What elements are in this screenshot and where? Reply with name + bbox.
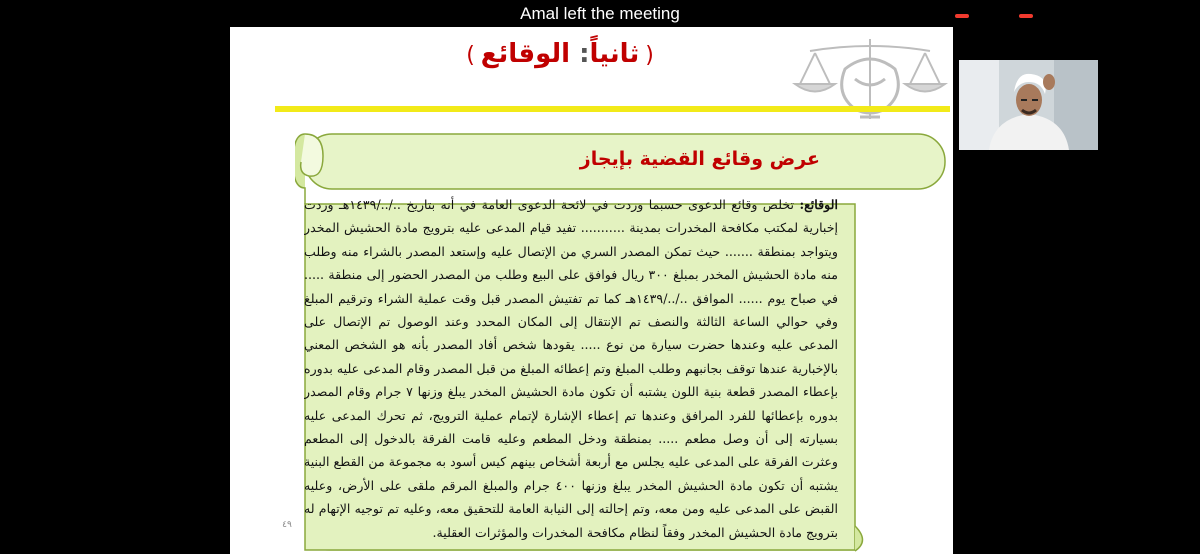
facts-line: المحدد وعند الوصول تم الإتصال على المدعى عليه وعندها حضرت سيارة من نوع ..... يقودها <box>304 314 838 353</box>
title-open-paren: ( <box>645 43 654 68</box>
title-colon: : <box>579 39 590 69</box>
title-underline-bar <box>275 106 950 112</box>
title-word-facts: الوقائع <box>480 39 571 69</box>
facts-line: شخص أفاد المصدر بأنه هو الشخص المعني بالإخبارية عندها توقف بجانبهم وطلب المبلغ وتم <box>304 337 838 376</box>
slide-page-number: ٤٩ <box>282 520 292 530</box>
facts-paragraph <box>304 193 838 553</box>
facts-line: المخدر يبلغ وزنها ٤٠٠ جرام والمبلغ المرقم ملقى على الأرض، وعليه القبض على المدعى عليه <box>304 477 838 517</box>
facts-line: وردت إخبارية لمكتب مكافحة المخدرات بمدينة ........... تفيد قيام المدعى عليه بترويج مادة <box>304 197 838 236</box>
shared-slide <box>230 27 953 554</box>
title-word-secondly: ثانياً <box>589 39 640 69</box>
facts-line: قبل وقت عملية الشراء وترقيم المبلغ وفي حوالي الساعة الثالثة والنصف تم الإنتقال إلى المكان <box>304 290 838 330</box>
facts-line: المصدر بالشراء منه وطلب منه مادة الحشيش المخدر بمبلغ ٣٠٠ ريال فوافق على البيع وطلب من <box>304 243 838 283</box>
facts-line: الحشيش المخدر ويتواجد بمنطقة ....... حيث تمكن المصدر السري من الإتصال عليه وإستعد <box>304 220 838 259</box>
facts-line: بمنطقة ودخل المطعم وعليه قامت الفرقة بالدخول إلى المطعم وعثرت الفرقة على المدعى عليه <box>304 431 838 470</box>
participant-video-tile[interactable] <box>959 60 1098 150</box>
facts-line: ومن معه، وتم إحالته إلى النيابة العامة للتحقيق معه، وعليه تم توجيه الإتهام له بترويج مادة الحشيش <box>304 501 838 540</box>
facts-label: الوقائع: <box>799 197 838 212</box>
facts-line: يجلس مع أربعة أشخاص بينهم كيس أسود به مجموعة من القطع البنية يشتبه أن تكون مادة الحشيش <box>304 454 838 493</box>
recording-indicator-icon <box>1019 14 1033 18</box>
section-heading: عرض وقائع القضية بإيجاز <box>579 148 820 170</box>
facts-line: إعطائه المبلغ من قبل المصدر وقام المدعى عليه بدوره بإعطاء المصدر قطعة بنية اللون يشتبه أن <box>304 360 838 400</box>
slide-title <box>425 39 695 79</box>
facts-line: تكون مادة الحشيش المخدر يبلغ وزنها ٧ جرام وقام المصدر بدوره بإعطائها للفرد المرافق وعندها <box>304 384 838 423</box>
facts-line: تخلص وقائع الدعوى حسبما وردت في لائحة الدعوى العامة في أنه بتاريخ ../../١٤٣٩هـ <box>339 197 795 212</box>
title-close-paren: ) <box>466 43 475 68</box>
facts-line: تم إعطاء الإشارة لإتمام عملية الترويج، ثم تحرك المدعى عليه بسيارته إلى أن وصل مطعم ..... <box>304 407 838 447</box>
banner-text: Amal left the meeting <box>520 4 680 23</box>
person-video-thumbnail <box>959 60 1098 150</box>
facts-line: المصدر الحضور إلى منطقة ..... في صباح يوم ...... الموافق ../../١٤٣٩هـ كما تم تفتيش المصدر <box>304 267 838 306</box>
recording-indicator-icon <box>955 14 969 18</box>
facts-line: المخدر وفقاً لنظام مكافحة المخدرات والمؤثرات العقلية. <box>432 524 725 540</box>
